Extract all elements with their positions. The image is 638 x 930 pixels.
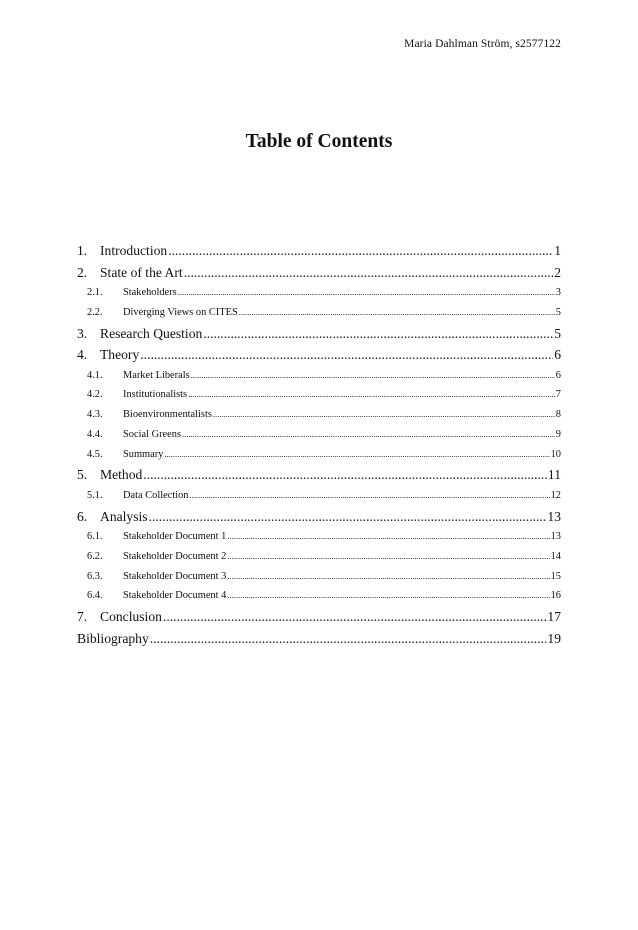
toc-entry-bioenvironmentalists[interactable]	[77, 405, 561, 425]
toc-entry-label: Summary	[123, 448, 164, 460]
toc-entry-stakeholders[interactable]	[77, 283, 561, 303]
toc-dot-leader	[140, 344, 553, 366]
toc-dot-leader	[239, 303, 555, 323]
toc-dot-leader	[143, 464, 547, 486]
toc-dot-leader	[150, 628, 547, 650]
toc-entry-number: 4.	[77, 347, 88, 362]
toc-dot-leader	[188, 385, 555, 405]
toc-dot-leader	[227, 586, 549, 606]
toc-entry-label: Bibliography	[77, 630, 149, 646]
toc-entry-page: 2	[554, 264, 561, 280]
toc-entry-number: 4.3.	[87, 409, 103, 420]
toc-entry-number: 6.3.	[87, 570, 103, 582]
toc-entry-label: Analysis	[100, 508, 148, 524]
toc-entry-label: Institutionalists	[123, 389, 188, 401]
toc-entry-label: Conclusion	[100, 609, 162, 624]
toc-dot-leader	[227, 547, 549, 567]
toc-dot-leader	[227, 567, 549, 587]
toc-entry-label: Stakeholder Document 3	[123, 570, 227, 582]
toc-entry-number: 2.1.	[87, 287, 103, 298]
toc-entry-page: 6	[555, 369, 561, 381]
toc-dot-leader	[182, 425, 555, 445]
toc-entry-theory[interactable]	[77, 344, 561, 366]
toc-entry-label: Diverging Views on CITES	[123, 306, 238, 318]
toc-entry-analysis[interactable]	[77, 506, 561, 528]
toc-entry-bibliography[interactable]	[77, 628, 561, 650]
page-title: Table of Contents	[245, 131, 393, 152]
toc-entry-page: 11	[547, 467, 561, 483]
toc-entry-number: 6.2.	[87, 550, 103, 562]
toc-entry-state-of-the-art[interactable]	[77, 262, 561, 284]
toc-entry-label: Method	[100, 467, 143, 483]
toc-entry-label: Stakeholder Document 1	[123, 531, 227, 542]
toc-entry-number: 4.1.	[87, 369, 103, 381]
toc-entry-page: 5	[555, 306, 561, 318]
toc-entry-number: 3.	[77, 325, 88, 341]
toc-entry-number: 6.	[77, 508, 88, 524]
toc-entry-number: 5.1.	[87, 489, 103, 501]
toc-entry-research-question[interactable]	[77, 323, 561, 345]
toc-entry-page: 9	[555, 428, 561, 440]
toc-entry-label: State of the Art	[100, 264, 183, 280]
toc-entry-page: 1	[554, 243, 561, 258]
toc-entry-number: 2.2.	[87, 306, 103, 318]
toc-entry-label: Introduction	[100, 243, 168, 258]
toc-entry-stakeholder-document-1[interactable]	[77, 527, 561, 547]
toc-entry-stakeholder-document-3[interactable]	[77, 567, 561, 587]
toc-entry-data-collection[interactable]	[77, 486, 561, 506]
toc-dot-leader	[213, 405, 555, 425]
toc-entry-page: 14	[550, 550, 561, 562]
toc-entry-page: 12	[550, 489, 561, 501]
toc-dot-leader	[203, 323, 553, 345]
toc-entry-page: 8	[555, 409, 561, 420]
toc-dot-leader	[168, 240, 553, 262]
toc-entry-label: Stakeholder Document 4	[123, 590, 227, 602]
toc-entry-page: 3	[555, 287, 561, 298]
toc-entry-method[interactable]	[77, 464, 561, 486]
page-header-author: Maria Dahlman Ström, s2577122	[404, 38, 561, 50]
toc-entry-stakeholder-document-2[interactable]	[77, 547, 561, 567]
table-of-contents	[77, 240, 561, 649]
toc-entry-institutionalists[interactable]	[77, 385, 561, 405]
toc-entry-label: Theory	[100, 347, 140, 362]
toc-entry-number: 7.	[77, 609, 88, 624]
toc-entry-label: Data Collection	[123, 489, 189, 501]
toc-entry-label: Research Question	[100, 325, 203, 341]
toc-entry-page: 10	[550, 448, 561, 460]
toc-entry-number: 4.2.	[87, 389, 103, 401]
toc-entry-label: Bioenvironmentalists	[123, 409, 212, 420]
toc-entry-label: Market Liberals	[123, 369, 190, 381]
toc-entry-conclusion[interactable]	[77, 606, 561, 628]
toc-entry-number: 2.	[77, 264, 88, 280]
toc-entry-number: 1.	[77, 243, 88, 258]
toc-entry-page: 6	[554, 347, 561, 362]
toc-dot-leader	[149, 506, 547, 528]
toc-dot-leader	[190, 486, 550, 506]
toc-dot-leader	[227, 527, 549, 547]
toc-entry-label: Social Greens	[123, 428, 181, 440]
toc-entry-introduction[interactable]	[77, 240, 561, 262]
toc-entry-diverging-views[interactable]	[77, 303, 561, 323]
toc-entry-market-liberals[interactable]	[77, 366, 561, 386]
toc-dot-leader	[184, 262, 554, 284]
toc-dot-leader	[178, 283, 555, 303]
toc-dot-leader	[164, 445, 549, 465]
toc-entry-social-greens[interactable]	[77, 425, 561, 445]
toc-entry-page: 15	[550, 570, 561, 582]
toc-dot-leader	[191, 366, 555, 386]
toc-entry-stakeholder-document-4[interactable]	[77, 586, 561, 606]
toc-entry-number: 5.	[77, 467, 88, 483]
toc-entry-page: 5	[554, 325, 561, 341]
toc-entry-number: 4.5.	[87, 448, 103, 460]
toc-entry-label: Stakeholders	[123, 287, 177, 298]
toc-entry-number: 6.1.	[87, 531, 103, 542]
toc-entry-page: 7	[555, 389, 561, 401]
toc-entry-page: 19	[547, 630, 561, 646]
toc-entry-page: 17	[547, 609, 561, 624]
toc-entry-number: 6.4.	[87, 590, 103, 602]
toc-entry-page: 13	[547, 508, 561, 524]
toc-entry-page: 16	[550, 590, 561, 602]
toc-entry-label: Stakeholder Document 2	[123, 550, 227, 562]
toc-entry-number: 4.4.	[87, 428, 103, 440]
toc-dot-leader	[163, 606, 546, 628]
toc-entry-page: 13	[550, 531, 561, 542]
toc-entry-summary[interactable]	[77, 445, 561, 465]
